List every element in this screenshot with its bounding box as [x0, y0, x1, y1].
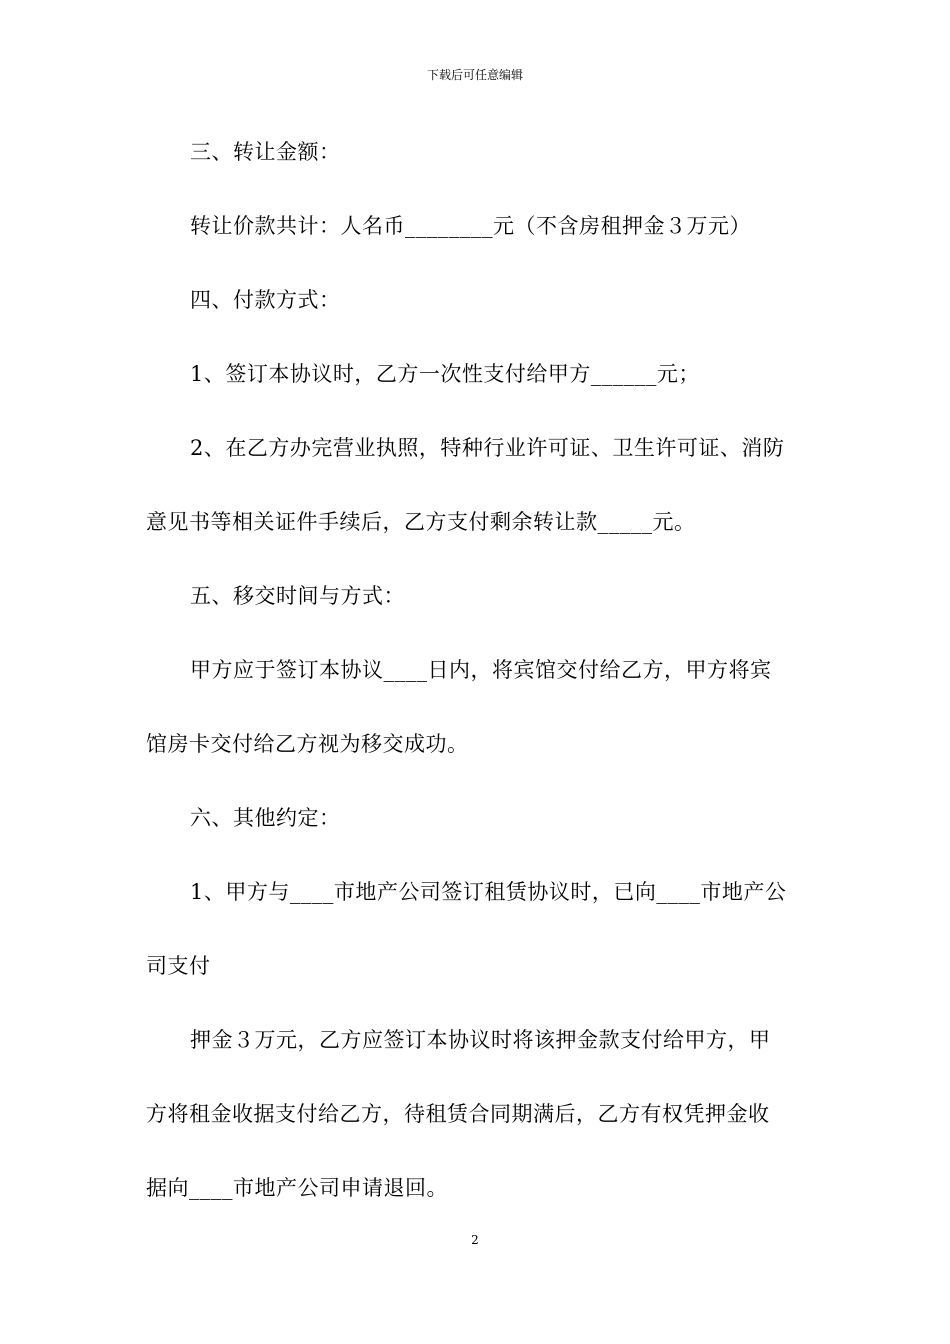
- section-five-heading: 五、移交时间与方式：: [190, 584, 405, 608]
- handover-line-2: 馆房卡交付给乙方视为移交成功。: [146, 732, 469, 756]
- payment-item-2-line-2: 意见书等相关证件手续后，乙方支付剩余转让款_____元。: [146, 510, 696, 534]
- section-six-heading: 六、其他约定：: [190, 806, 341, 830]
- transfer-price-line: 转让价款共计：人名币________元（不含房租押金３万元）: [190, 214, 751, 238]
- section-four-heading: 四、付款方式：: [190, 288, 341, 312]
- payment-item-2-line-1: 2、在乙方办完营业执照，特种行业许可证、卫生许可证、消防: [190, 436, 785, 460]
- deposit-line-3: 据向____市地产公司申请退回。: [146, 1176, 448, 1200]
- page-number: 2: [471, 1233, 479, 1247]
- section-three-heading: 三、转让金额：: [190, 140, 341, 164]
- handover-line-1: 甲方应于签订本协议____日内，将宾馆交付给乙方，甲方将宾: [190, 658, 772, 682]
- payment-item-1: 1、签订本协议时，乙方一次性支付给甲方______元；: [190, 362, 700, 386]
- page-header: 下载后可任意编辑: [426, 68, 523, 82]
- other-item-1-line-1: 1、甲方与____市地产公司签订租赁协议时，已向____市地产公: [190, 880, 787, 904]
- deposit-line-2: 方将租金收据支付给乙方，待租赁合同期满后，乙方有权凭押金收: [146, 1102, 770, 1126]
- deposit-line-1: 押金３万元，乙方应签订本协议时将该押金款支付给甲方，甲: [190, 1028, 771, 1052]
- other-item-1-line-2: 司支付: [146, 954, 211, 978]
